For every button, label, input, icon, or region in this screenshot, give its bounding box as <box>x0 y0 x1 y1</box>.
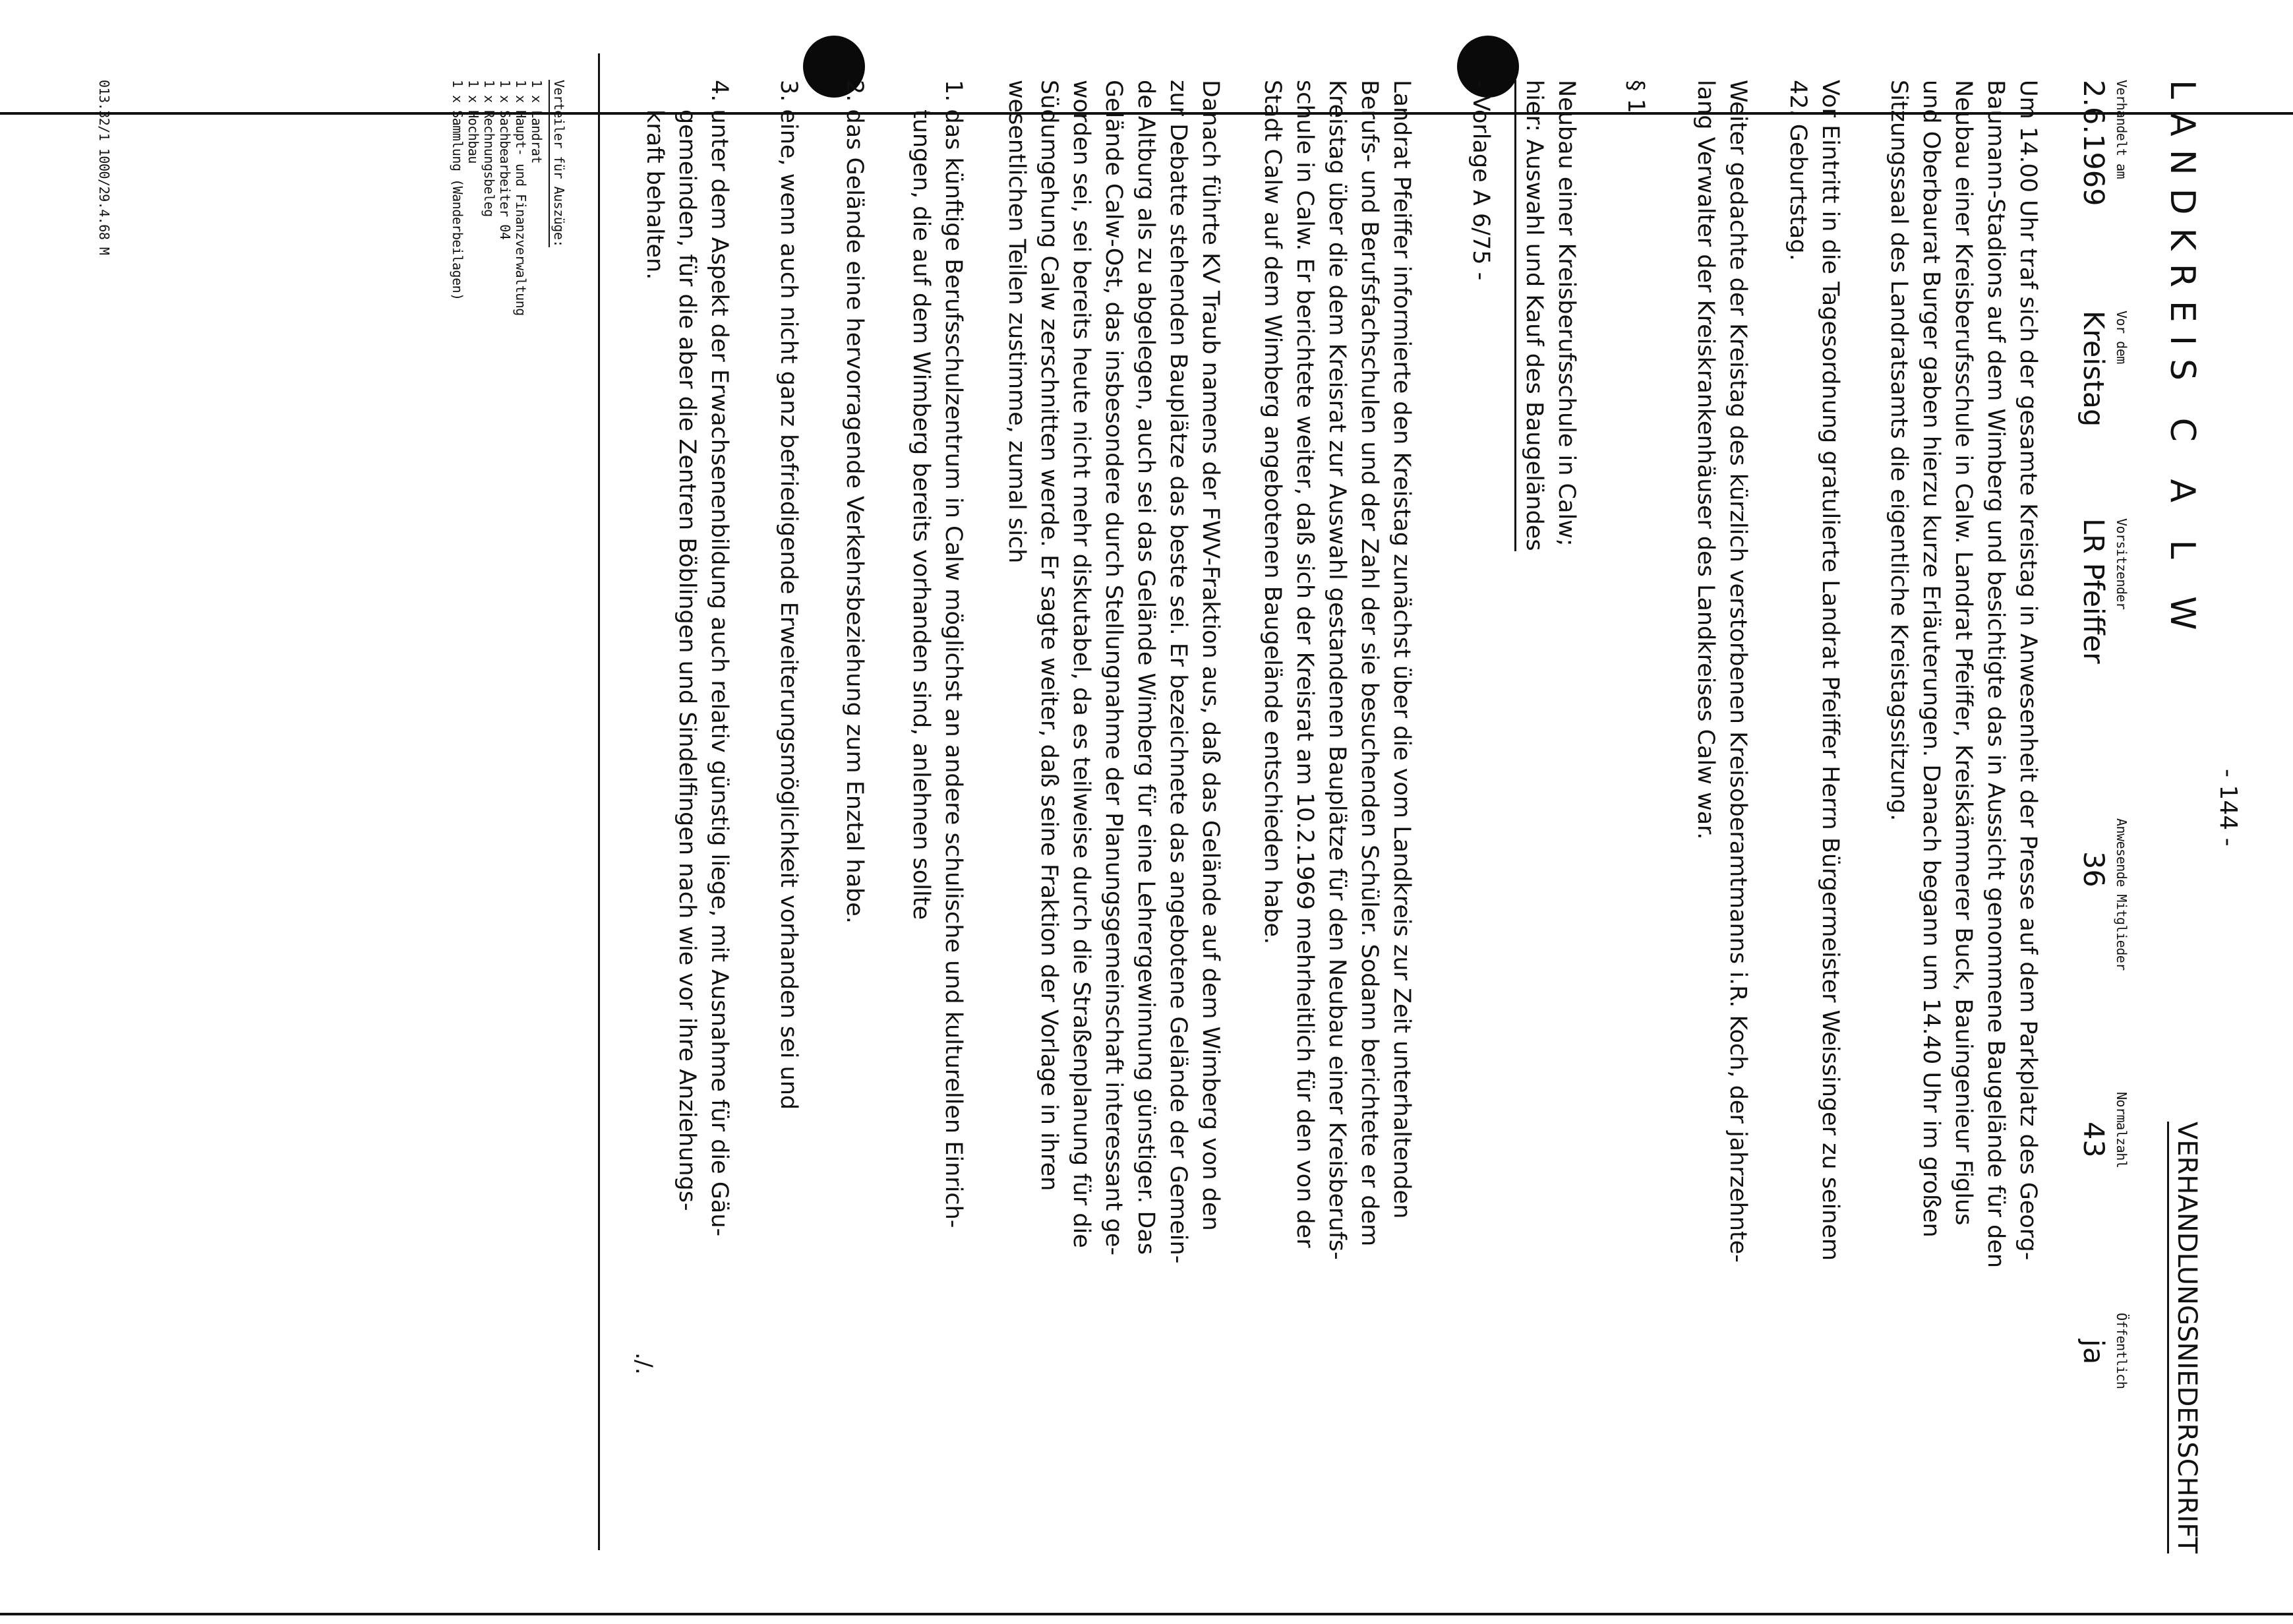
text-line: Baumann-Stadions auf dem Wimberg und besichtigte das in Aussicht genommene Baugelände für den <box>1982 80 2009 1269</box>
meta-label-before: Vor dem <box>2114 311 2129 364</box>
distribution-list <box>450 80 567 316</box>
meta-value-present: 36 <box>2077 851 2110 887</box>
meta-label-date: Verhandelt am <box>2114 80 2129 179</box>
subject-line: Neubau einer Kreisberufsschule in Calw; <box>1553 80 1580 547</box>
numbered-item-4 <box>638 80 735 1236</box>
meta-value-date: 2.6.1969 <box>2077 80 2110 206</box>
text-line: Vor Eintritt in die Tagesordnung gratulierte Landrat Pfeiffer Herrn Bürgermeister Weissinger zu seinem <box>1817 80 1843 1261</box>
continuation-mark: ./. <box>630 1352 657 1375</box>
distribution-item: 1 x Landrat <box>529 80 545 164</box>
text-line: tungen, die auf dem Wimberg bereits vorhanden sind, anlehnen sollte <box>908 109 934 920</box>
text-line: Sitzungssaal des Landratsamts die eigentliche Kreistagssitzung. <box>1886 80 1912 822</box>
paragraph-landrat <box>1256 80 1417 1260</box>
meta-value-normal: 43 <box>2077 1122 2110 1158</box>
text-line: gemeinden, für die aber die Zentren Böblingen und Sindelfingen nach wie vor ihre Anziehungs- <box>674 109 700 1211</box>
subject-line: hier: Auswahl und Kauf des Baugeländes <box>1514 80 1550 551</box>
meta-label-present: Anwesende Mitglieder <box>2114 818 2129 971</box>
memorial-paragraph <box>1689 80 1754 1263</box>
vorlage-reference: - Vorlage A 6/75 - <box>1468 80 1494 281</box>
meta-label-chair: Vorsitzender <box>2114 518 2129 610</box>
numbered-item-3 <box>772 80 804 1110</box>
text-line: 3. eine, wenn auch nicht ganz befriedigende Erweiterungsmöglichkeit vorhanden sei und <box>775 80 802 1110</box>
separator-line <box>598 53 600 1550</box>
text-line: Gelände Calw-Ost, das insbesondere durch Stellungnahme der Planungsgemeinschaft interessant ge- <box>1100 80 1127 1256</box>
birthday-paragraph <box>1781 80 1846 1261</box>
meta-value-chair: LR Pfeiffer <box>2077 518 2110 664</box>
text-line: Südumgehung Calw zerschnitten werde. Er sagte weiter, daß seine Fraktion der Vorlage in ihren <box>1036 80 1062 1191</box>
intro-paragraph <box>1882 80 2044 1268</box>
text-line: wesentlichen Teilen zustimme, zumal sich <box>1003 80 1030 564</box>
org-title: LANDKREIS C A L W <box>2162 80 2202 644</box>
numbered-item-1 <box>905 80 969 1228</box>
page-content <box>46 53 2242 1554</box>
text-line: kraft behalten. <box>641 109 668 280</box>
distribution-item: 1 x Haupt- und Finanzverwaltung <box>513 80 529 316</box>
distribution-title: Verteiler für Auszüge: <box>549 80 567 247</box>
distribution-item: 1 x Hochbau <box>465 80 481 164</box>
form-footer-code: 013.32/1 1000/29.4.68 M <box>96 80 112 255</box>
text-line: Kreistag über die dem Kreisrat zur Auswahl gestandenen Bauplätze für den Neubau einer Kreisberufs- <box>1324 80 1350 1260</box>
text-line: und Oberbaurat Burger gaben hierzu kurze Erläuterungen. Danach begann um 14.40 Uhr im großen <box>1918 80 1944 1238</box>
text-line: zur Debatte stehenden Bauplätze das beste sei. Er bezeichnete das angebotene Gelände der Gemein- <box>1165 80 1191 1264</box>
text-line: Neubau einer Kreisberufsschule in Calw. Landrat Pfeiffer, Kreiskämmerer Buck, Bauingenieur Figlus <box>1950 80 1977 1226</box>
text-line: de Altburg als zu abgelegen, auch sei das Gelände Wimberg für eine Lehrergewinnung günstiger. Das <box>1133 80 1159 1255</box>
meta-value-before: Kreistag <box>2077 311 2110 427</box>
distribution-item: 1 x Sachbearbeiter 04 <box>497 80 513 240</box>
section-marker: § 1 <box>1623 80 1649 113</box>
text-line: lang Verwalter der Kreiskrankenhäuser des Landkreises Calw war. <box>1692 80 1719 840</box>
text-line: Stadt Calw auf dem Wimberg angebotenen Baugelände entschieden habe. <box>1259 80 1286 945</box>
rotated-page <box>40 53 2255 1570</box>
text-line: 2. das Gelände eine hervorragende Verkehrsbeziehung zum Enztal habe. <box>841 80 868 924</box>
text-line: Berufs- und Berufsfachschulen und der Zahl der sie besuchenden Schüler. Sodann berichtete er dem <box>1356 80 1383 1247</box>
text-line: 42. Geburtstag. <box>1785 80 1811 261</box>
numbered-item-2 <box>838 80 870 924</box>
meta-label-normal: Normalzahl <box>2114 1092 2129 1168</box>
meta-value-public: ja <box>2077 1339 2110 1365</box>
text-line: Weiter gedachte der Kreistag des kürzlich verstorbenen Kreisoberamtmanns i.R. Koch, der jahrzehnte- <box>1725 80 1751 1263</box>
subject-block <box>1514 80 1582 551</box>
doc-type-title: VERHANDLUNGSNIEDERSCHRIFT <box>2167 1122 2202 1553</box>
text-line: Um 14.00 Uhr traf sich der gesamte Kreistag in Anwesenheit der Presse auf dem Parkplatz des Georg- <box>2015 80 2041 1261</box>
text-line: Landrat Pfeiffer informierte den Kreistag zunächst über die vom Landkreis zur Zeit unterhaltenden <box>1388 80 1415 1219</box>
meta-label-public: Öffentlich <box>2114 1313 2129 1389</box>
text-line: Danach führte KV Traub namens der FWV-Fraktion aus, daß das Gelände auf dem Wimberg von den <box>1197 80 1224 1231</box>
page-number: - 144 - <box>2215 769 2242 847</box>
text-line: schule in Calw. Er berichtete weiter, daß sich der Kreisrat am 10.2.1969 mehrheitlich für den von der <box>1292 80 1318 1248</box>
text-line: 4. unter dem Aspekt der Erwachsenenbildung auch relativ günstig liege, mit Ausnahme für die Gäu- <box>706 80 732 1237</box>
distribution-item: 1 x Rechnungsbeleg <box>481 80 497 217</box>
text-line: 1. das künftige Berufsschulzentrum in Calw möglichst an andere schulische und kulturellen Einrich- <box>940 80 967 1228</box>
distribution-item: 1 x Sammlung (Wanderbeilagen) <box>450 80 465 301</box>
text-line: worden sei, sei bereits heute nicht mehr diskutabel, da es teilweise durch die Straßenplanung für die <box>1068 80 1094 1248</box>
bottom-border-line <box>0 1613 2293 1615</box>
paragraph-traub <box>1000 80 1226 1263</box>
